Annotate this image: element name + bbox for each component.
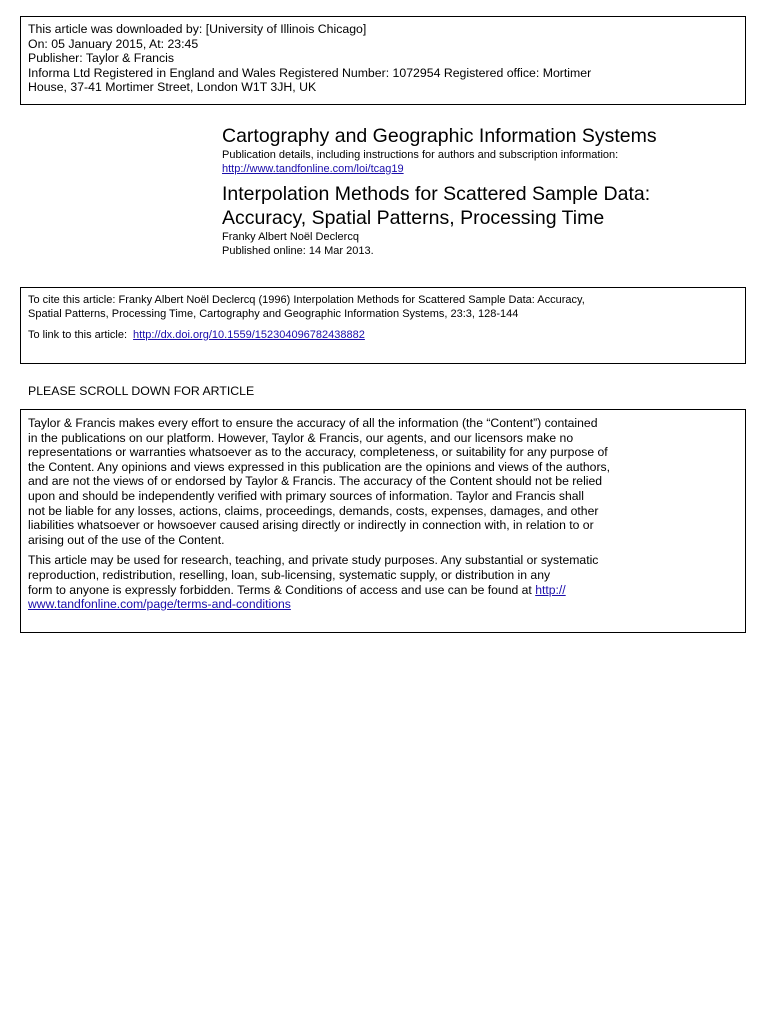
registration-line: Informa Ltd Registered in England and Wales Registered Number: 1072954 Registered office: Mortimer: [28, 65, 592, 80]
disclaimer-paragraph: [28, 416, 738, 547]
terms-link-part1[interactable]: http://: [535, 582, 566, 597]
publication-details: Publication details, including instructions for authors and subscription information:: [222, 149, 619, 161]
doi-link[interactable]: http://dx.doi.org/10.1559/152304096782438882: [133, 328, 365, 341]
article-title-line2: Accuracy, Spatial Patterns, Processing Time: [222, 206, 605, 229]
disclaimer-line: and are not the views of or endorsed by Taylor & Francis. The accuracy of the Content should not be relied: [28, 474, 603, 489]
scroll-notice: PLEASE SCROLL DOWN FOR ARTICLE: [28, 384, 255, 398]
citation-line1: To cite this article: Franky Albert Noël Declercq (1996) Interpolation Methods for Scattered Sample Data: Accuracy,: [28, 294, 585, 306]
download-date: On: 05 January 2015, At: 23:45: [28, 36, 199, 51]
downloaded-by: This article was downloaded by: [University of Illinois Chicago]: [28, 22, 367, 36]
disclaimer-line: arising out of the use of the Content.: [28, 532, 225, 547]
usage-paragraph: [28, 553, 738, 611]
usage-line: form to anyone is expressly forbidden. Terms & Conditions of access and use can be found at: [28, 582, 532, 597]
disclaimer-line: not be liable for any losses, actions, claims, proceedings, demands, costs, expenses, damages, and other: [28, 503, 599, 518]
usage-line: This article may be used for research, teaching, and private study purposes. Any substantial or systematic: [28, 553, 599, 568]
article-link-label: To link to this article:: [28, 328, 128, 341]
journal-block: [222, 124, 742, 258]
article-title: [222, 183, 742, 230]
download-info-box: [20, 16, 746, 105]
disclaimer-line: upon and should be independently verified with primary sources of information. Taylor and Francis shall: [28, 488, 584, 503]
disclaimer-line: Taylor & Francis makes every effort to ensure the accuracy of all the information (the “Content”) contained: [28, 416, 598, 430]
disclaimer-line: in the publications on our platform. However, Taylor & Francis, our agents, and our licensors make no: [28, 430, 574, 445]
disclaimer-line: liabilities whatsoever or howsoever caused arising directly or indirectly in connection with, in relation to or: [28, 518, 594, 533]
article-author: Franky Albert Noël Declercq: [222, 231, 359, 243]
address-line: House, 37-41 Mortimer Street, London W1T 3JH, UK: [28, 80, 317, 95]
publisher: Publisher: Taylor & Francis: [28, 51, 175, 66]
disclaimer-line: the Content. Any opinions and views expressed in this publication are the opinions and views of the authors,: [28, 459, 610, 474]
article-link-row: [28, 328, 738, 342]
journal-title: Cartography and Geographic Information Systems: [222, 125, 657, 147]
usage-line: reproduction, redistribution, reselling, loan, sub-licensing, systematic supply, or distribution in any: [28, 567, 551, 582]
terms-link-part2[interactable]: www.tandfonline.com/page/terms-and-conditions: [28, 597, 291, 612]
citation-line2: Spatial Patterns, Processing Time, Cartography and Geographic Information Systems, 23:3, 128-144: [28, 308, 519, 321]
published-online: Published online: 14 Mar 2013.: [222, 245, 374, 257]
disclaimer-box: [20, 409, 746, 633]
journal-url-link[interactable]: http://www.tandfonline.com/loi/tcag19: [222, 163, 404, 175]
disclaimer-line: representations or warranties whatsoever as to the accuracy, completeness, or suitability for any purpose of: [28, 445, 608, 460]
citation-box: [20, 287, 746, 364]
article-title-line1: Interpolation Methods for Scattered Sample Data:: [222, 183, 651, 205]
